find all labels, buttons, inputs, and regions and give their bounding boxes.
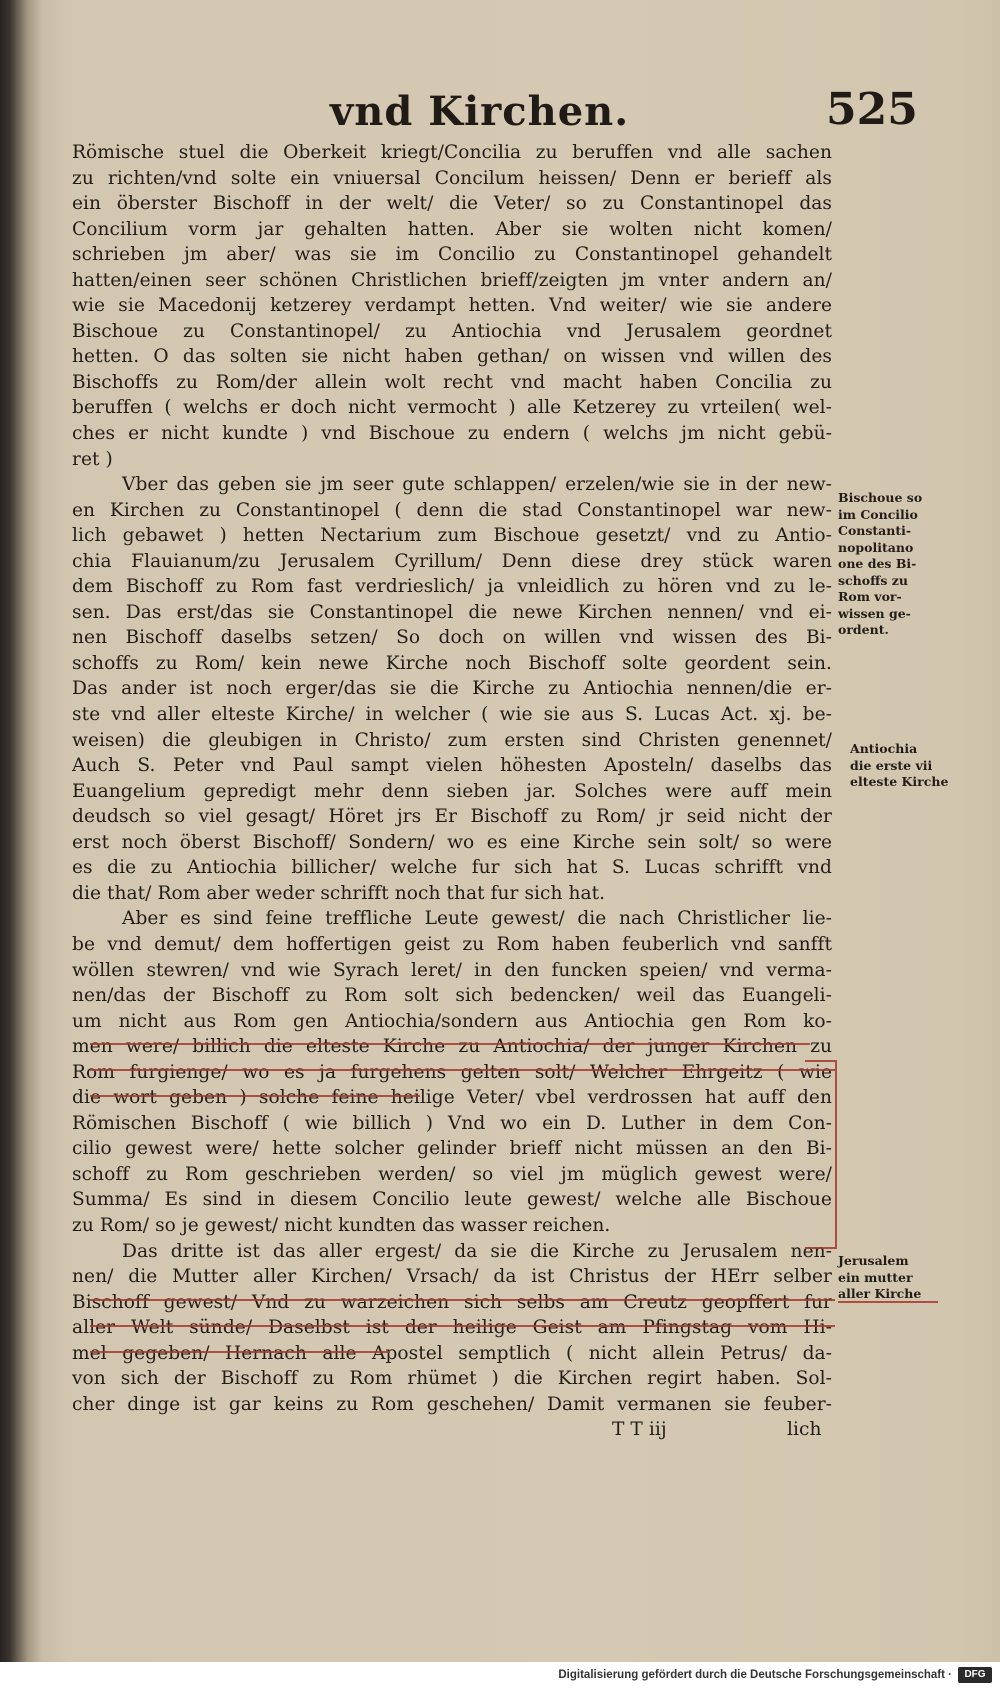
signature-line	[72, 1417, 832, 1443]
text-line: Auch S. Peter vnd Paul sampt vielen höhesten Aposteln/ daselbs das	[72, 755, 832, 777]
marginal-note-line: Rom vor-	[838, 589, 902, 604]
text-line: men were/ billich die elteste Kirche zu Antiochia/ der junger Kirchen zu	[72, 1036, 832, 1058]
red-margin-bracket	[805, 1060, 837, 1249]
text-line: cher dinge ist gar keins zu Rom geschehen/ Damit vermanen sie feuber-	[72, 1393, 832, 1415]
text-line: chia Flauianum/zu Jerusalem Cyrillum/ Denn diese drey stück waren	[72, 550, 832, 572]
catchword: lich	[787, 1419, 822, 1441]
text-line: Römischen Bischoff ( wie billich ) Vnd wo ein D. Luther in dem Con-	[72, 1112, 832, 1134]
text-line: schoff zu Rom geschrieben werden/ so viel jm müglich gewest were/	[72, 1163, 832, 1185]
text-line: Rom furgienge/ wo es ja furgehens gelten solt/ Welcher Ehrgeitz ( wie	[72, 1061, 832, 1083]
marginal-note-line: im Concilio	[838, 506, 918, 522]
body-text	[72, 140, 832, 1443]
text-line: beruffen ( welchs er doch nicht vermocht ) alle Ketzerey zu vrteilen( wel-	[72, 397, 832, 419]
text-line: zu richten/vnd solte ein vniuersal Concilum heissen/ Denn er berieff als	[72, 167, 832, 189]
text-line: nen/das der Bischoff zu Rom solt sich bedencken/ weil das Euangeli-	[72, 985, 832, 1007]
marginal-note-line: one des Bi-	[838, 556, 917, 571]
red-underline	[90, 1299, 835, 1301]
text-line: wie sie Macedonij ketzerey verdampt hetten. Vnd weiter/ wie sie andere	[72, 295, 832, 317]
marginal-note-line: Antiochia	[850, 741, 918, 756]
red-underline	[90, 1069, 835, 1071]
text-line: Das dritte ist das aller ergest/ da sie die Kirche zu Jerusalem nen-	[122, 1240, 832, 1262]
text-line: hatten/einen seer schönen Christlichen brieff/zeigten jm vnter andern an/	[72, 269, 832, 291]
text-line: Römische stuel die Oberkeit kriegt/Concilia zu beruffen vnd alle sachen	[72, 142, 832, 163]
text-line: um nicht aus Rom gen Antiochia/sondern aus Antiochia gen Rom ko-	[72, 1010, 832, 1032]
text-line: Concilium vorm jar gehalten hatten. Aber sie wolten nicht komen/	[72, 218, 832, 240]
text-line: es die zu Antiochia billicher/ welche fur sich hat S. Lucas schrifft vnd	[72, 857, 832, 879]
marginal-note-line: aller Kirche	[838, 1286, 922, 1301]
text-line: ste vnd aller elteste Kirche/ in welcher ( wie sie aus S. Lucas Act. xj. be-	[72, 704, 832, 726]
marginal-note-jerusalem	[838, 1253, 968, 1303]
text-line: ches er nicht kundte ) vnd Bischoue zu endern ( welchs jm nicht gebü-	[72, 423, 832, 445]
text-line: die that/ Rom aber weder schrifft noch that fur sich hat.	[72, 882, 606, 904]
text-line: ein öberster Bischoff in der welt/ die Veter/ so zu Constantinopel das	[72, 193, 832, 215]
text-line: mel gegeben/ Hernach alle Apostel semptlich ( nicht allein Petrus/ da-	[72, 1342, 832, 1364]
red-underline	[90, 1043, 810, 1045]
text-line: dem Bischoff zu Rom fast verdrieslich/ ja vnleidlich zu hören vnd zu le-	[72, 576, 832, 598]
text-line: Euangelium gepredigt mehr denn sieben jar. Solches were auff mein	[72, 780, 832, 802]
text-line: deudsch so viel gesagt/ Höret jrs Er Bischoff zu Rom/ jr seid nicht der	[72, 806, 832, 828]
marginal-note-line: Jerusalem	[838, 1253, 909, 1268]
text-line: aller Welt sünde/ Daselbst ist der heilige Geist am Pfingstag vom Hi-	[72, 1317, 832, 1339]
text-line: Das ander ist noch erger/das sie die Kirche zu Antiochia nennen/die er-	[72, 678, 832, 700]
running-head: vnd Kirchen.	[330, 88, 630, 135]
text-line: weisen) die gleubigen in Christo/ zum ersten sind Christen genennet/	[72, 729, 832, 751]
marginal-note-line: nopolitano	[838, 539, 914, 555]
text-line: erst noch öberst Bischoff/ Sondern/ wo es eine Kirche sein solt/ so were	[72, 831, 832, 853]
marginal-note-line: ein mutter	[838, 1269, 913, 1285]
page-number: 525	[826, 84, 918, 135]
text-line: zu Rom/ so je gewest/ nicht kundten das wasser reichen.	[72, 1214, 611, 1236]
signature-mark: T T iij	[612, 1419, 667, 1441]
text-line: ret )	[72, 448, 113, 470]
text-line: en Kirchen zu Constantinopel ( denn die stad Constantinopel war new-	[72, 499, 832, 521]
red-underline	[90, 1351, 390, 1353]
marginal-note-line: Bischoue so	[838, 490, 923, 505]
marginal-note-line: wissen ge-	[838, 605, 911, 621]
marginal-note-line: Constanti-	[838, 523, 912, 538]
text-line: Aber es sind feine treffliche Leute gewest/ die nach Christlicher lie-	[122, 908, 832, 930]
text-line: wöllen stewren/ vnd wie Syrach leret/ in den funcken speien/ vnd verma-	[72, 959, 832, 981]
text-line: nen/ die Mutter aller Kirchen/ Vrsach/ da ist Christus der HErr selber	[72, 1266, 832, 1288]
red-underline	[90, 1095, 420, 1097]
marginal-note-bischoue	[838, 490, 968, 639]
text-line: die wort geben ) solche feine heilige Veter/ vbel verdrossen hat auff den	[72, 1087, 832, 1109]
text-line: von sich der Bischoff zu Rom rhümet ) die Kirchen regirt haben. Sol-	[72, 1368, 832, 1390]
text-line: cilio gewest were/ hette solcher gelinder brieff nicht müssen an den Bi-	[72, 1138, 832, 1160]
red-underline	[90, 1325, 835, 1327]
text-line: lich gebawet ) hetten Nectarium zum Bischoue gesetzt/ vnd zu Antio-	[72, 525, 832, 547]
text-line: Vber das geben sie jm seer gute schlappen/ erzelen/wie sie in der new-	[122, 474, 832, 496]
dfg-logo-icon: DFG	[958, 1667, 992, 1683]
text-line: nen Bischoff daselbs setzen/ So doch on willen vnd wissen des Bi-	[72, 627, 832, 649]
digitization-footer	[0, 1662, 1000, 1690]
text-line: Bischoffs zu Rom/der allein wolt recht vnd macht haben Concilia zu	[72, 371, 832, 393]
marginal-note-line: schoffs zu	[838, 572, 908, 588]
text-line: Summa/ Es sind in diesem Concilio leute gewest/ welche alle Bischoue	[72, 1189, 832, 1211]
marginal-note-line: die erste vii	[850, 757, 933, 773]
footer-credit: Digitalisierung gefördert durch die Deutsche Forschungsgemeinschaft ·	[558, 1669, 952, 1681]
marginal-note-line: elteste Kirche	[850, 774, 949, 789]
text-line: Bischoue zu Constantinopel/ zu Antiochia vnd Jerusalem geordnet	[72, 320, 832, 342]
marginal-note-antiochia	[850, 741, 980, 791]
marginal-note-line: ordent.	[838, 622, 889, 637]
text-line: Bischoff gewest/ Vnd zu warzeichen sich selbs am Creutz geopffert fur	[72, 1291, 832, 1313]
text-line: schoffs zu Rom/ kein newe Kirche noch Bischoff solte geordent sein.	[72, 652, 832, 674]
text-line: sen. Das erst/das sie Constantinopel die newe Kirchen nennen/ vnd ei-	[72, 601, 832, 623]
text-line: schrieben jm aber/ was sie im Concilio zu Constantinopel gehandelt	[72, 244, 832, 266]
red-underline	[838, 1301, 938, 1303]
text-line: hetten. O das solten sie nicht haben gethan/ on wissen vnd willen des	[72, 346, 832, 368]
text-line: be vnd demut/ dem hoffertigen geist zu Rom haben feuberlich vnd sanfft	[72, 933, 832, 955]
